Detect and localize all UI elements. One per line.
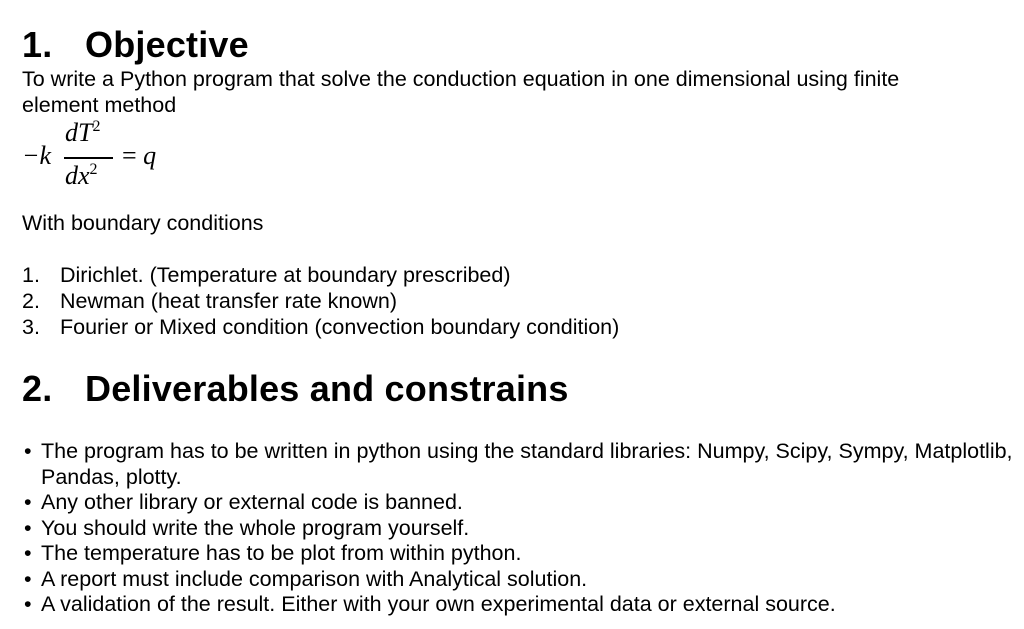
equation-numerator: $dT^2$ xyxy=(65,118,101,147)
section-1-title: Objective xyxy=(85,24,249,65)
list-item: • A report must include comparison with Analytical solution. xyxy=(24,566,588,591)
fraction-bar xyxy=(64,157,113,159)
bullet-icon: • xyxy=(24,592,32,616)
bullet-icon: • xyxy=(24,515,32,540)
list-item: • You should write the whole program yourself. xyxy=(24,515,470,540)
section-2-heading xyxy=(22,368,569,410)
section-2-title: Deliverables and constrains xyxy=(85,368,569,409)
bullet-icon: • xyxy=(24,566,32,591)
objective-text-line-1: To write a Python program that solve the conduction equation in one dimensional using finite xyxy=(22,67,900,91)
bullet-icon: • xyxy=(24,490,32,514)
equation-denominator: $dx^2$ xyxy=(65,161,98,190)
section-2-number: 2. xyxy=(22,368,53,409)
deliverables-list xyxy=(22,439,1021,618)
objective-text-line-2: element method xyxy=(22,93,177,117)
section-1-number: 1. xyxy=(22,24,53,65)
list-item: • The temperature has to be plot from within python. xyxy=(24,541,522,565)
section-1-heading xyxy=(22,24,249,66)
bullet-icon: • xyxy=(24,541,32,565)
equation-rhs: = q xyxy=(122,141,157,170)
list-item: • Any other library or external code is banned. xyxy=(24,490,463,514)
equation-lhs-prefix: −k xyxy=(22,141,52,170)
list-item: • The program has to be written in python using the standard libraries: Numpy, Scipy, Sympy, Matplotlib, Pandas, plotty. xyxy=(24,439,1013,489)
boundary-conditions-heading: With boundary conditions xyxy=(22,211,264,235)
list-item: • A validation of the result. Either with your own experimental data or external source. xyxy=(24,592,836,616)
bullet-icon: • xyxy=(24,439,32,463)
